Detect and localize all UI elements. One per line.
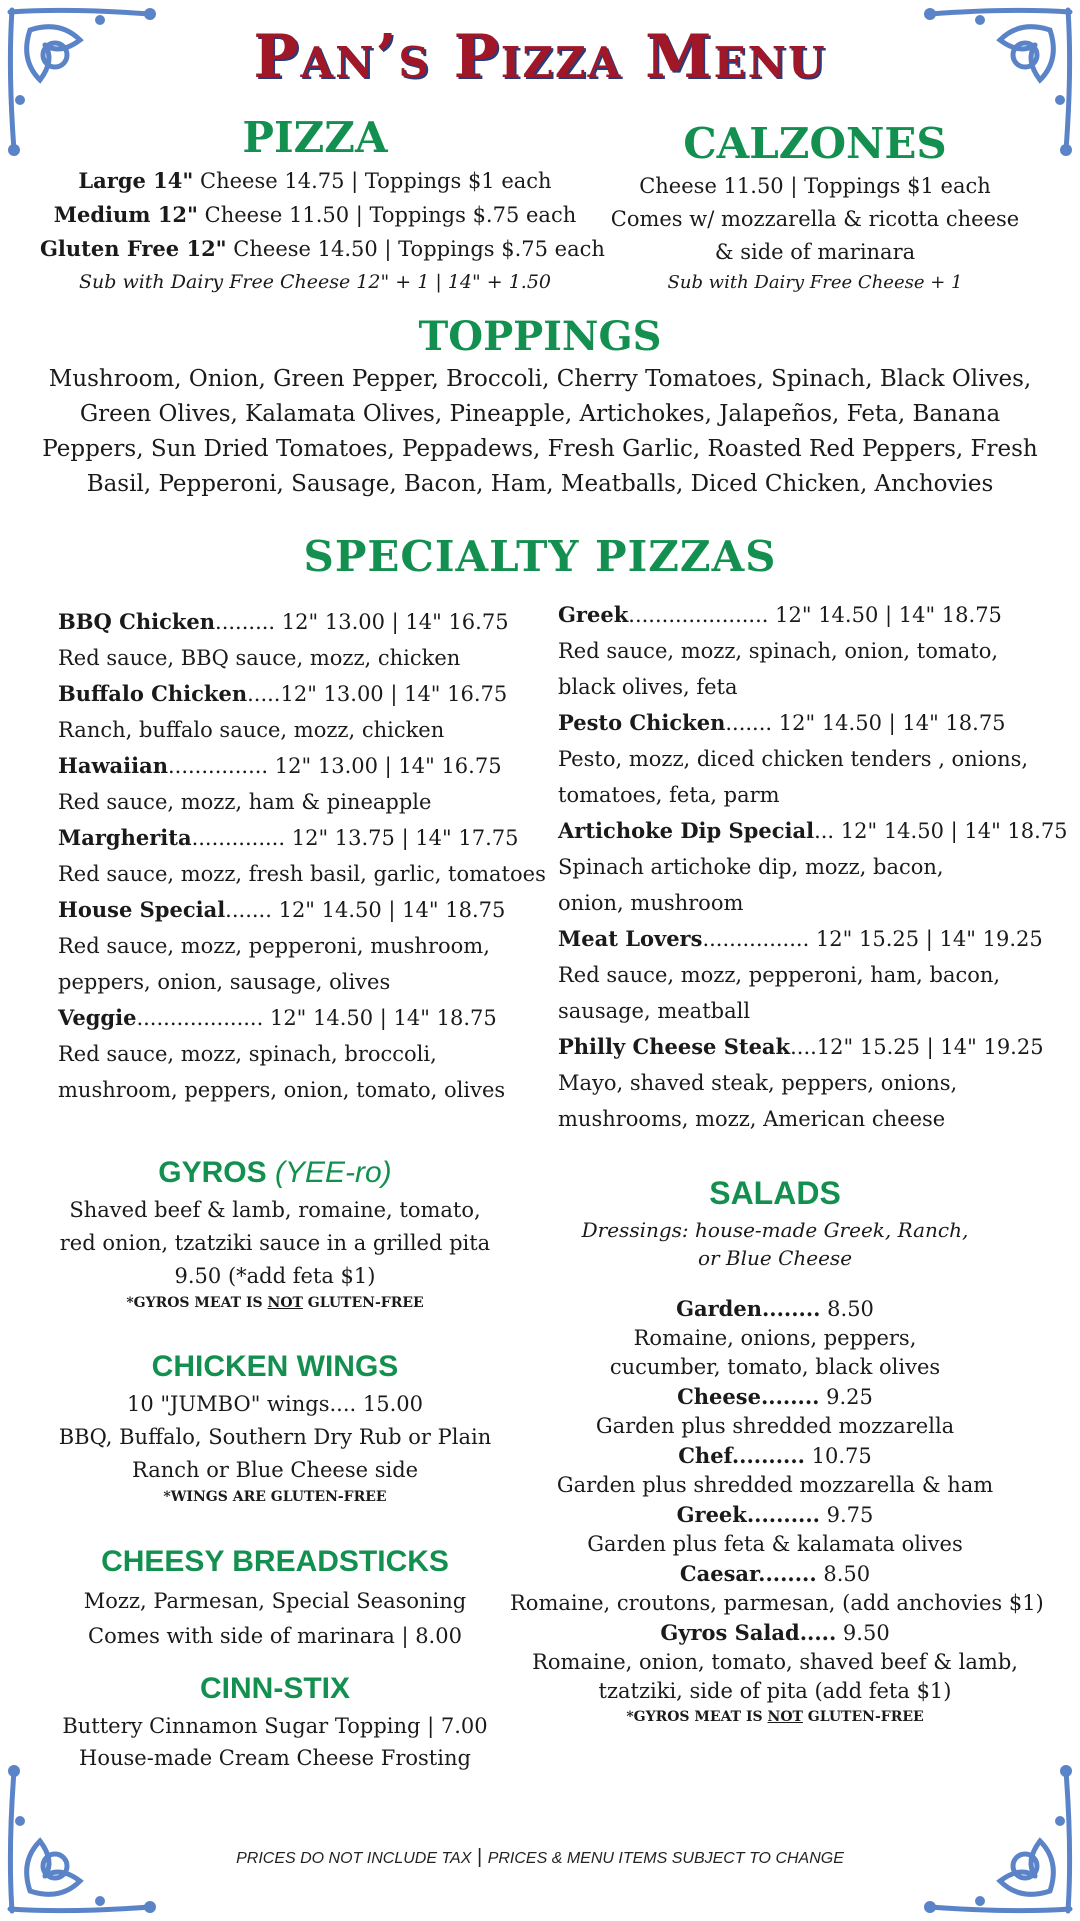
pizza-line xyxy=(40,232,605,266)
cinnstix-line: House-made Cream Cheese Frosting xyxy=(79,1746,471,1770)
specialty-name: Meat Lovers xyxy=(558,926,703,951)
toppings-line: Mushroom, Onion, Green Pepper, Broccoli, Cherry Tomatoes, Spinach, Black Olives, xyxy=(48,366,1032,392)
menu-title: Pan’s Pizza Menu xyxy=(253,22,827,92)
note-text: *GYROS MEAT IS xyxy=(626,1709,768,1725)
breadsticks-line: Mozz, Parmesan, Special Seasoning xyxy=(83,1589,467,1613)
specialty-name: Margherita xyxy=(58,825,192,850)
specialty-name: Hawaiian xyxy=(58,753,168,778)
pizza-heading: PIZZA xyxy=(242,113,388,162)
specialty-item xyxy=(558,1029,1044,1065)
salad-price: 8.50 xyxy=(820,1297,874,1321)
specialty-item xyxy=(58,676,548,712)
specialty-desc: tomatoes, feta, parm xyxy=(558,783,780,807)
specialty-name: Veggie xyxy=(58,1005,137,1030)
note-emphasis: NOT xyxy=(267,1295,303,1311)
specialty-item xyxy=(58,748,548,784)
wings-line: Ranch or Blue Cheese side xyxy=(131,1458,419,1482)
salad-item xyxy=(510,1618,1040,1648)
wings-heading: CHICKEN WINGS xyxy=(151,1350,399,1383)
specialty-item xyxy=(558,921,1043,957)
leader-dots: ................ xyxy=(702,927,810,951)
pizza-line xyxy=(40,198,590,232)
leader-dots: ....... xyxy=(225,898,272,922)
specialty-desc: Red sauce, BBQ sauce, mozz, chicken xyxy=(58,646,461,670)
salad-name: Caesar........ xyxy=(679,1561,817,1586)
leader-dots: .............. xyxy=(191,826,286,850)
specialty-desc: peppers, onion, sausage, olives xyxy=(58,970,391,994)
pizza-price: Cheese 11.50 | Toppings $.75 each xyxy=(197,203,577,227)
footer-change-note: PRICES & MENU ITEMS SUBJECT TO CHANGE xyxy=(487,1850,844,1867)
calzones-note: Sub with Dairy Free Cheese + 1 xyxy=(667,272,963,293)
specialty-price: 12" 14.50 | 14" 18.75 xyxy=(834,819,1068,843)
calzones-section xyxy=(590,118,1040,297)
pizza-note: Sub with Dairy Free Cheese 12" + 1 | 14" + 1.50 xyxy=(79,271,551,293)
specialty-item xyxy=(58,892,548,928)
calzones-line: Cheese 11.50 | Toppings $1 each xyxy=(639,174,991,198)
salad-name: Chef.......... xyxy=(678,1443,805,1468)
salad-item xyxy=(510,1382,1040,1412)
leader-dots: ............... xyxy=(167,754,269,778)
breadsticks-heading: CHEESY BREADSTICKS xyxy=(101,1545,449,1578)
note-text: GLUTEN-FREE xyxy=(302,1295,424,1311)
salad-price: 9.75 xyxy=(819,1503,874,1527)
specialty-heading: SPECIALTY PIZZAS xyxy=(303,532,777,581)
specialty-desc: Red sauce, mozz, ham & pineapple xyxy=(58,790,432,814)
wings-line: BBQ, Buffalo, Southern Dry Rub or Plain xyxy=(58,1425,492,1449)
salad-name: Cheese........ xyxy=(677,1384,820,1409)
specialty-name: BBQ Chicken xyxy=(58,609,216,634)
gyros-gluten-note xyxy=(40,1293,510,1313)
specialty-price: 12" 14.50 | 14" 18.75 xyxy=(768,603,1002,627)
note-text: *GYROS MEAT IS xyxy=(126,1295,268,1311)
salad-desc: Garden plus shredded mozzarella & ham xyxy=(556,1473,994,1497)
specialty-name: Pesto Chicken xyxy=(558,710,726,735)
specialty-item xyxy=(558,597,1038,633)
toppings-line: Basil, Pepperoni, Sausage, Bacon, Ham, Meatballs, Diced Chicken, Anchovies xyxy=(86,471,994,497)
calzones-line: & side of marinara xyxy=(714,240,916,264)
salad-name: Garden........ xyxy=(676,1296,821,1321)
gyros-pronunciation: (YEE-ro) xyxy=(275,1156,392,1189)
specialty-name: Philly Cheese Steak xyxy=(558,1034,791,1059)
pizza-section xyxy=(40,112,605,299)
specialty-desc: Ranch, buffalo sauce, mozz, chicken xyxy=(58,718,445,742)
specialty-desc: mushroom, peppers, onion, tomato, olives xyxy=(58,1078,506,1102)
gyros-heading xyxy=(40,1152,510,1194)
note-emphasis: NOT xyxy=(767,1709,803,1725)
salad-desc: Garden plus shredded mozzarella xyxy=(595,1414,955,1438)
salads-section xyxy=(510,1170,1044,1728)
salad-price: 9.25 xyxy=(819,1385,873,1409)
salad-desc: Romaine, croutons, parmesan, (add anchovies $1) xyxy=(510,1591,1044,1615)
gyros-section xyxy=(40,1152,510,1313)
toppings-line: Green Olives, Kalamata Olives, Pineapple, Artichokes, Jalapeños, Feta, Banana xyxy=(79,401,1001,427)
specialty-name: Artichoke Dip Special xyxy=(558,818,815,843)
salad-desc: Romaine, onions, peppers, xyxy=(633,1326,917,1350)
salads-dressings: Dressings: house-made Greek, Ranch, xyxy=(581,1218,969,1242)
salad-desc: Garden plus feta & kalamata olives xyxy=(587,1532,963,1556)
pizza-price: Cheese 14.75 | Toppings $1 each xyxy=(193,169,552,193)
specialty-item xyxy=(58,604,548,640)
gyros-line: red onion, tzatziki sauce in a grilled pita xyxy=(59,1231,491,1255)
salad-price: 10.75 xyxy=(804,1444,872,1468)
pizza-price: Cheese 14.50 | Toppings $.75 each xyxy=(226,237,605,261)
gyros-line: 9.50 (*add feta $1) xyxy=(174,1264,376,1288)
specialty-desc: Pesto, mozz, diced chicken tenders , onions, xyxy=(558,747,1029,771)
cinnstix-line: Buttery Cinnamon Sugar Topping | 7.00 xyxy=(62,1714,488,1738)
leader-dots: ......... xyxy=(215,610,276,634)
cinnstix-section xyxy=(40,1668,510,1774)
specialty-price: 12" 13.75 | 14" 17.75 xyxy=(285,826,519,850)
specialty-price: 12" 13.00 | 14" 16.75 xyxy=(275,610,509,634)
salad-item xyxy=(510,1441,1040,1471)
specialty-right-column xyxy=(558,597,1068,1137)
salad-desc: tzatziki, side of pita (add feta $1) xyxy=(598,1679,952,1703)
leader-dots: .... xyxy=(790,1035,817,1059)
salad-price: 9.50 xyxy=(836,1621,890,1645)
specialty-item xyxy=(558,705,1038,741)
footer-tax-note: PRICES DO NOT INCLUDE TAX xyxy=(236,1850,472,1867)
salads-dressings: or Blue Cheese xyxy=(697,1246,853,1270)
specialty-desc: Red sauce, mozz, spinach, broccoli, xyxy=(58,1042,437,1066)
toppings-line: Peppers, Sun Dried Tomatoes, Peppadews, Fresh Garlic, Roasted Red Peppers, Fresh xyxy=(42,436,1038,462)
calzones-line: Comes w/ mozzarella & ricotta cheese xyxy=(610,207,1020,231)
specialty-desc: Spinach artichoke dip, mozz, bacon, xyxy=(558,855,944,879)
pizza-line xyxy=(40,164,590,198)
corner-ornament-bottom-right xyxy=(880,1721,1080,1921)
salad-desc: cucumber, tomato, black olives xyxy=(609,1355,941,1379)
calzones-heading: CALZONES xyxy=(683,119,947,168)
pizza-size: Gluten Free 12" xyxy=(40,236,227,261)
cinnstix-heading: CINN-STIX xyxy=(200,1672,350,1705)
specialty-price: 12" 14.50 | 14" 18.75 xyxy=(271,898,506,922)
specialty-desc: mushrooms, mozz, American cheese xyxy=(558,1107,946,1131)
salad-name: Greek.......... xyxy=(676,1502,820,1527)
leader-dots: ..... xyxy=(247,682,281,706)
footer xyxy=(0,1846,1080,1869)
specialty-name: Buffalo Chicken xyxy=(58,681,248,706)
specialty-price: 12" 13.00 | 14" 16.75 xyxy=(280,682,508,706)
specialty-price: 12" 13.00 | 14" 16.75 xyxy=(268,754,502,778)
leader-dots: ..................... xyxy=(628,603,769,627)
salad-item xyxy=(510,1559,1040,1589)
specialty-price: 12" 14.50 | 14" 18.75 xyxy=(772,711,1006,735)
specialty-desc: Mayo, shaved steak, peppers, onions, xyxy=(558,1071,958,1095)
salad-item xyxy=(510,1294,1040,1324)
specialty-price: 12" 15.25 | 14" 19.25 xyxy=(809,927,1043,951)
specialty-desc: Red sauce, mozz, pepperoni, ham, bacon, xyxy=(558,963,1001,987)
footer-separator: | xyxy=(471,1846,488,1868)
pizza-size: Medium 12" xyxy=(53,202,198,227)
salad-price: 8.50 xyxy=(816,1562,871,1586)
breadsticks-line: Comes with side of marinara | 8.00 xyxy=(88,1624,462,1648)
specialty-price: 12" 15.25 | 14" 19.25 xyxy=(816,1035,1044,1059)
salad-desc: Romaine, onion, tomato, shaved beef & lamb, xyxy=(532,1650,1018,1674)
specialty-left-column xyxy=(58,604,548,1108)
specialty-price: 12" 14.50 | 14" 18.75 xyxy=(263,1006,497,1030)
wings-line: 10 "JUMBO" wings.... 15.00 xyxy=(127,1392,423,1416)
specialty-desc: Red sauce, mozz, fresh basil, garlic, tomatoes xyxy=(58,862,546,886)
toppings-section xyxy=(40,312,1040,502)
toppings-heading: TOPPINGS xyxy=(418,313,662,360)
specialty-item xyxy=(58,1000,548,1036)
salads-gluten-note xyxy=(510,1706,1040,1728)
leader-dots: ....... xyxy=(725,711,773,735)
specialty-name: Greek xyxy=(558,602,629,627)
specialty-item xyxy=(58,820,548,856)
specialty-desc: Red sauce, mozz, spinach, onion, tomato, xyxy=(558,639,999,663)
wings-section xyxy=(40,1346,510,1507)
specialty-name: House Special xyxy=(58,897,226,922)
note-text: GLUTEN-FREE xyxy=(802,1709,924,1725)
specialty-desc: black olives, feta xyxy=(558,675,738,699)
leader-dots: ................... xyxy=(136,1006,264,1030)
specialty-desc: onion, mushroom xyxy=(558,891,744,915)
leader-dots: ... xyxy=(814,819,835,843)
wings-gluten-note: *WINGS ARE GLUTEN-FREE xyxy=(163,1489,387,1505)
salad-name: Gyros Salad..... xyxy=(660,1620,837,1645)
gyros-title: GYROS xyxy=(158,1156,267,1189)
gyros-line: Shaved beef & lamb, romaine, tomato, xyxy=(69,1198,481,1222)
salad-item xyxy=(510,1500,1040,1530)
specialty-desc: Red sauce, mozz, pepperoni, mushroom, xyxy=(58,934,490,958)
specialty-desc: sausage, meatball xyxy=(558,999,751,1023)
salads-heading: SALADS xyxy=(709,1175,841,1211)
specialty-item xyxy=(558,813,1068,849)
pizza-size: Large 14" xyxy=(78,168,194,193)
breadsticks-section xyxy=(40,1540,510,1654)
